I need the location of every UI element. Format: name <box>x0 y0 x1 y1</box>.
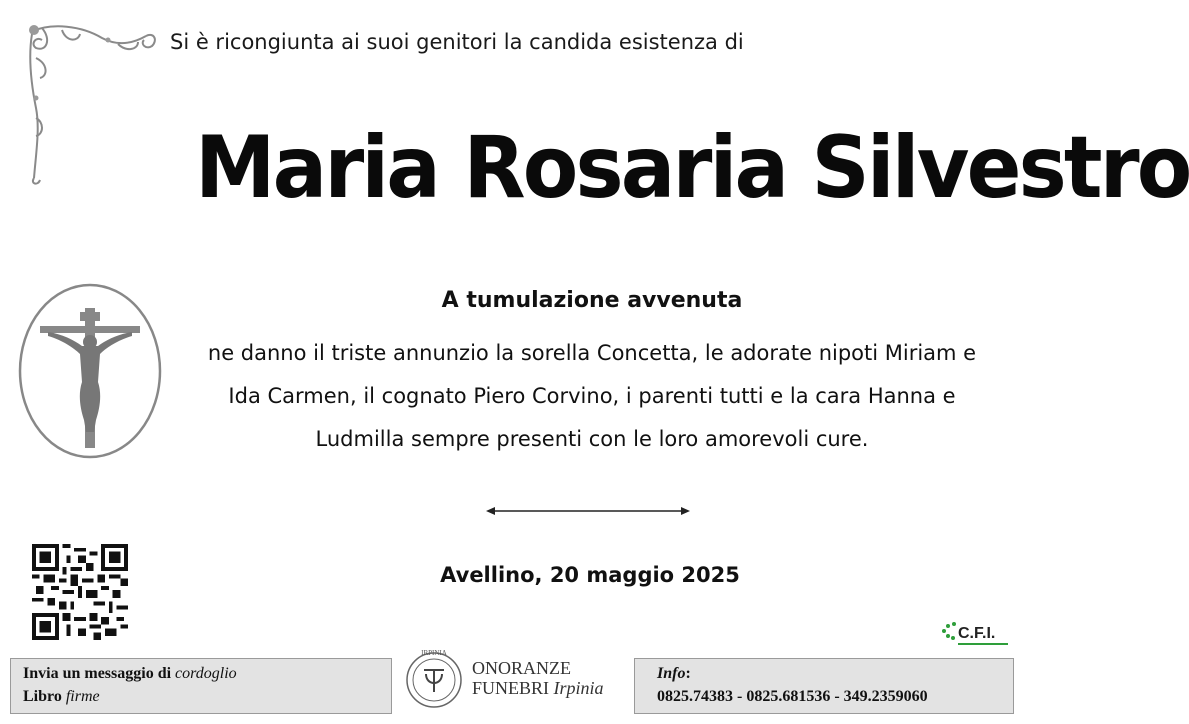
announcement <box>175 332 1009 461</box>
crucifix-icon <box>18 282 162 460</box>
guestbook-link[interactable] <box>23 688 100 706</box>
condolence-prefix: Invia un messaggio di <box>23 665 176 682</box>
funeral-home-line1: ONORANZE <box>472 658 571 678</box>
heading: A tumulazione avvenuta <box>441 288 743 313</box>
info-box <box>634 658 1014 714</box>
info-phones[interactable]: 0825.74383 - 0825.681536 - 349.2359060 <box>657 688 928 705</box>
funeral-home-name <box>472 658 604 698</box>
condolence-box[interactable] <box>10 658 392 714</box>
deceased-name: Maria Rosaria Silvestro <box>195 118 1189 218</box>
info-label-suffix: : <box>685 665 691 682</box>
condolence-message-link[interactable] <box>23 665 237 683</box>
cfi-logo <box>940 618 1012 652</box>
info-label-text: Info <box>657 665 686 682</box>
guestbook-italic: firme <box>65 688 100 705</box>
date-line: Avellino, 20 maggio 2025 <box>440 563 740 587</box>
double-arrow-divider-icon <box>486 505 690 517</box>
qr-code-icon[interactable] <box>32 544 128 640</box>
condolence-italic: cordoglio <box>175 665 237 682</box>
cfi-logo-text: C.F.I. <box>958 625 996 642</box>
seal-text: IRPINIA <box>421 649 447 657</box>
info-label <box>657 665 691 683</box>
funeral-home-line2-prefix: FUNEBRI <box>472 678 554 698</box>
funeral-home-line2-italic: Irpinia <box>553 678 604 698</box>
announcement-line: ne danno il triste annunzio la sorella Concetta, le adorate nipoti Miriam e <box>207 341 977 365</box>
intro-text: Si è ricongiunta ai suoi genitori la candida esistenza di <box>170 30 744 54</box>
announcement-line: Ida Carmen, il cognato Piero Corvino, i parenti tutti e la cara Hanna e <box>228 384 956 408</box>
cfi-logo-icon <box>940 618 1012 652</box>
corner-ornament-icon <box>22 18 162 188</box>
funeral-home-seal-icon <box>404 646 464 712</box>
funeral-home-line2 <box>472 678 604 698</box>
guestbook-prefix: Libro <box>23 688 66 705</box>
announcement-line: Ludmilla sempre presenti con le loro amorevoli cure. <box>315 427 869 451</box>
